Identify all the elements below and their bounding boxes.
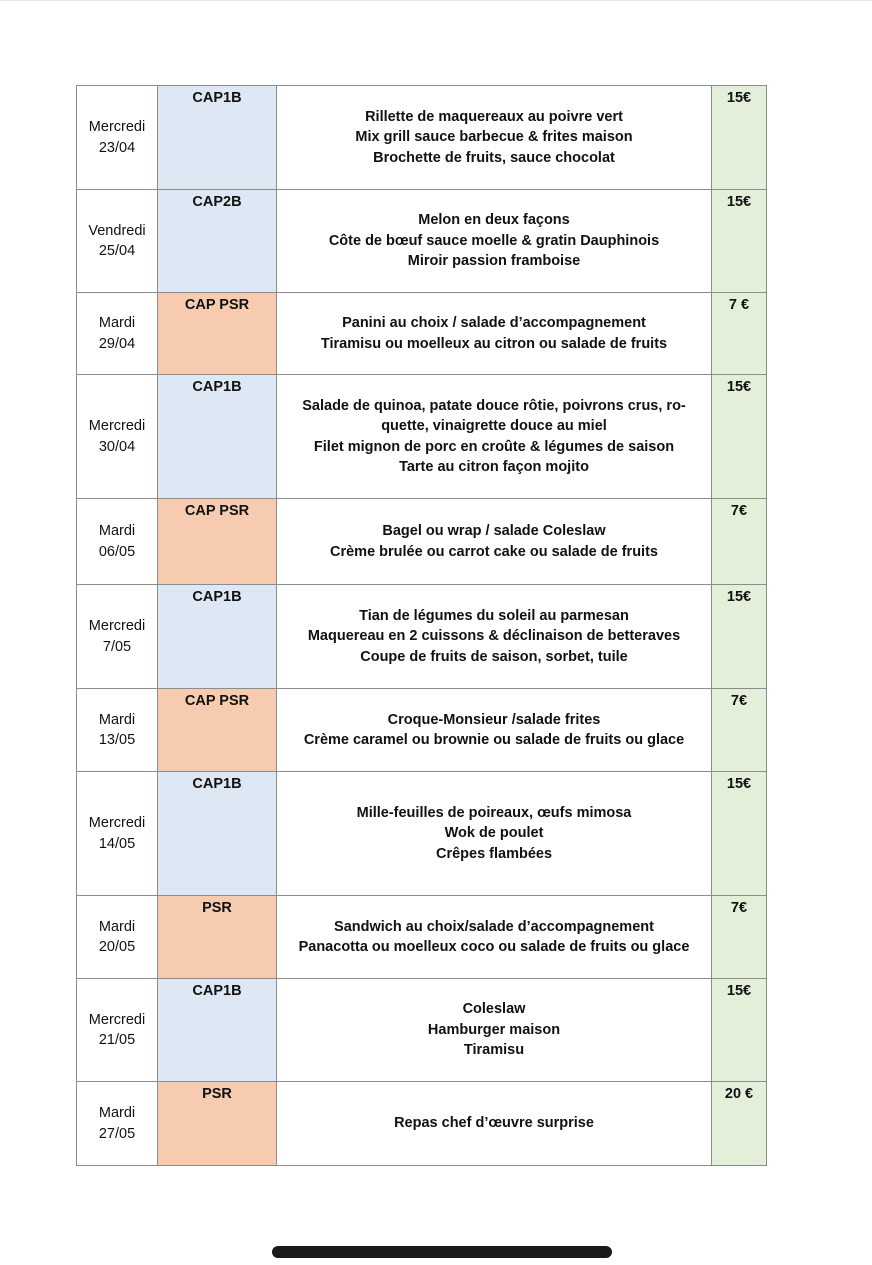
dish-line: Crêpes flambées	[435, 845, 553, 862]
day-name: Mardi	[98, 523, 136, 539]
date-cell	[77, 1082, 158, 1166]
date-cell	[77, 293, 158, 375]
day-date: 21/05	[98, 1032, 136, 1048]
top-divider	[0, 0, 872, 1]
menu-row	[77, 689, 767, 772]
day-name: Mardi	[98, 1105, 136, 1121]
menu-row	[77, 1082, 767, 1166]
day-date: 13/05	[98, 732, 136, 748]
day-date: 14/05	[98, 835, 136, 852]
day-name: Mercredi	[88, 119, 146, 135]
dish-line: Repas chef d’œuvre surprise	[394, 1115, 594, 1132]
day-name: Mercredi	[88, 815, 146, 831]
menu-dishes-cell	[277, 689, 712, 772]
menu-row	[77, 896, 767, 979]
menu-dishes-cell	[277, 772, 712, 896]
day-date: 30/04	[98, 438, 136, 455]
date-cell	[77, 689, 158, 772]
menu-table-body	[77, 86, 767, 1166]
day-date: 27/05	[98, 1125, 136, 1142]
class-cell: CAP1B	[158, 772, 277, 896]
price-cell: 15€	[712, 190, 767, 293]
dish-line: Coupe de fruits de saison, sorbet, tuile	[360, 648, 628, 665]
menu-dishes-cell	[277, 86, 712, 190]
day-date: 25/04	[98, 243, 136, 259]
class-cell: CAP1B	[158, 375, 277, 499]
menu-table	[76, 85, 767, 1166]
day-date: 20/05	[98, 939, 136, 955]
class-cell: PSR	[158, 896, 277, 979]
menu-row	[77, 293, 767, 375]
menu-row	[77, 86, 767, 190]
class-cell: CAP1B	[158, 585, 277, 689]
menu-dishes-cell	[277, 499, 712, 585]
date-cell	[77, 585, 158, 689]
menu-dishes-cell	[277, 293, 712, 375]
class-cell: PSR	[158, 1082, 277, 1166]
menu-dishes-cell	[277, 585, 712, 689]
date-cell	[77, 190, 158, 293]
dish-line: Coleslaw	[462, 1001, 526, 1018]
menu-dishes-cell	[277, 1082, 712, 1166]
dish-line: Panacotta ou moelleux coco ou salade de fruits ou glace	[298, 939, 690, 955]
dish-line: Mille-feuilles de poireaux, œufs mimosa	[356, 804, 632, 821]
dish-line: Tian de légumes du soleil au parmesan	[359, 607, 629, 624]
day-date: 23/04	[98, 139, 136, 156]
dish-line: Maquereau en 2 cuissons & déclinaison de betteraves	[307, 628, 681, 645]
day-name: Mercredi	[88, 618, 146, 634]
menu-dishes-cell	[277, 190, 712, 293]
date-cell	[77, 979, 158, 1082]
day-date: 06/05	[98, 543, 136, 560]
menu-row	[77, 585, 767, 689]
dish-line: Sandwich au choix/salade d’accompagnement	[334, 918, 654, 935]
dish-line: Rillette de maquereaux au poivre vert	[365, 108, 623, 125]
class-cell: CAP2B	[158, 190, 277, 293]
price-cell: 7€	[712, 499, 767, 585]
day-name: Mercredi	[88, 418, 146, 434]
class-cell: CAP1B	[158, 86, 277, 190]
dish-line: Tiramisu	[463, 1042, 525, 1059]
dish-line: Brochette de fruits, sauce chocolat	[373, 149, 615, 166]
date-cell	[77, 86, 158, 190]
date-cell	[77, 499, 158, 585]
dish-line: Mix grill sauce barbecue & frites maison	[355, 129, 633, 146]
day-name: Mardi	[98, 918, 136, 935]
dish-line: Miroir passion framboise	[407, 253, 581, 270]
dish-line: quette, vinaigrette douce au miel	[381, 418, 607, 434]
dish-line: Crème brulée ou carrot cake ou salade de fruits	[330, 543, 658, 560]
price-cell: 20 €	[712, 1082, 767, 1166]
home-indicator[interactable]	[272, 1246, 612, 1258]
day-name: Mercredi	[88, 1011, 146, 1028]
day-name: Vendredi	[88, 222, 146, 239]
price-cell: 7€	[712, 896, 767, 979]
day-name: Mardi	[98, 711, 136, 728]
dish-line: Tiramisu ou moelleux au citron ou salade de fruits	[320, 335, 668, 352]
menu-dishes-cell	[277, 896, 712, 979]
price-cell: 15€	[712, 979, 767, 1082]
dish-line: Hamburger maison	[427, 1021, 561, 1038]
date-cell	[77, 375, 158, 499]
menu-row	[77, 979, 767, 1082]
dish-line: Wok de poulet	[444, 825, 544, 842]
price-cell: 7€	[712, 689, 767, 772]
dish-line: Melon en deux façons	[418, 212, 570, 229]
price-cell: 15€	[712, 86, 767, 190]
day-name: Mardi	[98, 315, 136, 331]
menu-row	[77, 499, 767, 585]
date-cell	[77, 772, 158, 896]
date-cell	[77, 896, 158, 979]
price-cell: 7 €	[712, 293, 767, 375]
price-cell: 15€	[712, 772, 767, 896]
dish-line: Crème caramel ou brownie ou salade de fruits ou glace	[303, 732, 685, 748]
price-cell: 15€	[712, 375, 767, 499]
day-date: 29/04	[98, 335, 136, 352]
dish-line: Salade de quinoa, patate douce rôtie, poivrons crus, ro-	[302, 397, 686, 414]
dish-line: Filet mignon de porc en croûte & légumes de saison	[313, 438, 675, 455]
dish-line: Tarte au citron façon mojito	[399, 459, 589, 475]
menu-dishes-cell	[277, 979, 712, 1082]
day-date: 7/05	[102, 638, 132, 655]
menu-row	[77, 772, 767, 896]
dish-line: Panini au choix / salade d’accompagnement	[342, 315, 646, 331]
menu-row	[77, 375, 767, 499]
class-cell: CAP1B	[158, 979, 277, 1082]
dish-line: Côte de bœuf sauce moelle & gratin Dauphinois	[328, 232, 660, 249]
class-cell: CAP PSR	[158, 293, 277, 375]
class-cell: CAP PSR	[158, 499, 277, 585]
class-cell: CAP PSR	[158, 689, 277, 772]
menu-dishes-cell	[277, 375, 712, 499]
dish-line: Bagel ou wrap / salade Coleslaw	[382, 523, 606, 539]
dish-line: Croque-Monsieur /salade frites	[387, 711, 601, 728]
menu-row	[77, 190, 767, 293]
price-cell: 15€	[712, 585, 767, 689]
